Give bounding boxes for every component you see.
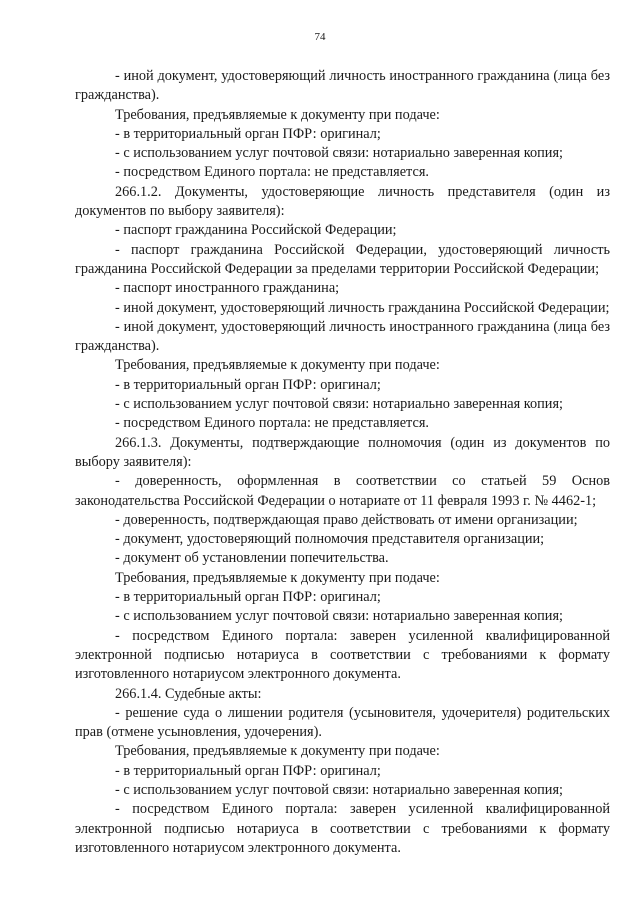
paragraph: - посредством Единого портала: заверен усиленной квалифицированной электронной подписью нотариуса в соответствии с требованиями к формату изготовленного нотариусом электронного документа. xyxy=(75,801,610,856)
paragraph: - в территориальный орган ПФР: оригинал; xyxy=(115,762,381,779)
paragraph: 266.1.2. Документы, удостоверяющие личность представителя (один из документов по выбору заявителя): xyxy=(75,183,610,220)
paragraph: - в территориальный орган ПФР: оригинал; xyxy=(115,125,381,142)
paragraph: - доверенность, подтверждающая право действовать от имени организации; xyxy=(115,511,578,528)
paragraph: Требования, предъявляемые к документу при подаче: xyxy=(115,357,440,374)
paragraph: - документ об установлении попечительства. xyxy=(115,550,389,567)
page-number: 74 xyxy=(314,31,326,43)
paragraph: 266.1.3. Документы, подтверждающие полномочия (один из документов по выбору заявителя): xyxy=(75,434,610,470)
paragraph: - с использованием услуг почтовой связи: нотариально заверенная копия; xyxy=(115,608,563,625)
paragraph: Требования, предъявляемые к документу при подаче: xyxy=(115,106,440,123)
paragraph: Требования, предъявляемые к документу при подаче: xyxy=(115,569,440,586)
paragraph: - с использованием услуг почтовой связи: нотариально заверенная копия; xyxy=(115,145,563,162)
paragraph: - иной документ, удостоверяющий личность гражданина Российской Федерации; xyxy=(115,299,610,316)
paragraph: Требования, предъявляемые к документу при подаче: xyxy=(115,743,440,760)
paragraph: - посредством Единого портала: не представляется. xyxy=(115,415,429,432)
paragraph: - в территориальный орган ПФР: оригинал; xyxy=(115,589,381,606)
paragraph: - иной документ, удостоверяющий личность иностранного гражданина (лица без гражданства). xyxy=(75,68,610,104)
paragraph: - с использованием услуг почтовой связи: нотариально заверенная копия; xyxy=(115,781,563,798)
paragraph: - иной документ, удостоверяющий личность иностранного гражданина (лица без гражданства). xyxy=(75,318,610,355)
paragraph: - паспорт гражданина Российской Федерации, удостоверяющий личность гражданина Российской Федерации за пределами территории Российской Федерации; xyxy=(75,241,610,277)
paragraph: - посредством Единого портала: заверен усиленной квалифицированной электронной подписью нотариуса в соответствии с требованиями к формату изготовленного нотариусом электронного документа. xyxy=(75,627,610,683)
paragraph: - доверенность, оформленная в соответствии со статьей 59 Основ законодательства Российской Федерации о нотариате от 11 февраля 1993 г. № 4462-1; xyxy=(75,473,610,509)
paragraph: - паспорт иностранного гражданина; xyxy=(115,280,340,297)
paragraph: - документ, удостоверяющий полномочия представителя организации; xyxy=(115,531,545,548)
paragraph: - решение суда о лишении родителя (усыновителя, удочерителя) родительских прав (отмене усыновления, удочерения). xyxy=(75,704,610,741)
paragraph: 266.1.4. Судебные акты: xyxy=(115,685,262,702)
document-body xyxy=(75,67,610,858)
paragraph: - посредством Единого портала: не представляется. xyxy=(115,164,429,181)
paragraph: - в территориальный орган ПФР: оригинал; xyxy=(115,376,381,393)
paragraph: - с использованием услуг почтовой связи: нотариально заверенная копия; xyxy=(115,396,563,413)
paragraph: - паспорт гражданина Российской Федерации; xyxy=(115,222,397,239)
